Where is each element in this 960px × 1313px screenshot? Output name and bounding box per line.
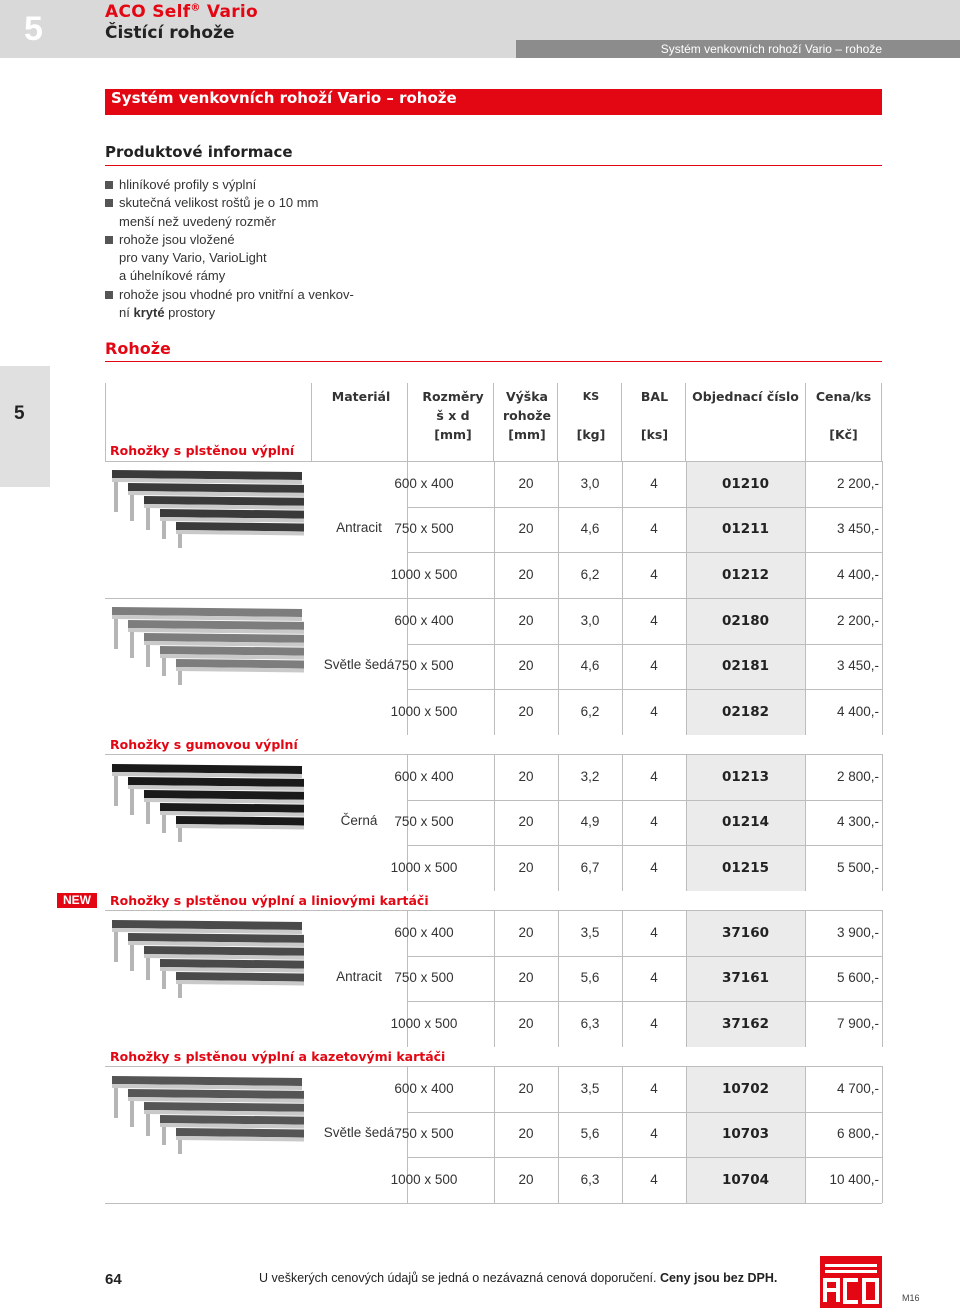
weight-cell: 3,0 — [580, 612, 600, 628]
column-divider — [882, 1066, 883, 1203]
height-cell: 20 — [518, 814, 534, 830]
package-cell: 4 — [650, 859, 658, 875]
order-number-cell: 10703 — [722, 1126, 769, 1143]
header-order-number: Objednací číslo — [692, 389, 799, 404]
header-height: Výška rohože [mm] — [503, 389, 551, 442]
package-cell: 4 — [650, 1080, 658, 1096]
price-cell: 2 800,- — [836, 768, 879, 784]
order-number-cell: 37160 — [722, 924, 769, 941]
weight-cell: 5,6 — [580, 1126, 600, 1142]
material-cell: Světle šedá — [323, 1125, 395, 1141]
header-ks: KS [kg] — [576, 390, 606, 442]
product-info-line: rohože jsou vložené — [105, 231, 375, 249]
size-cell: 750 x 500 — [394, 658, 454, 674]
mat-product-image — [112, 603, 304, 715]
weight-cell: 6,3 — [580, 1015, 600, 1031]
weight-cell: 6,2 — [580, 703, 600, 719]
height-cell: 20 — [518, 859, 534, 875]
row-divider — [407, 845, 882, 846]
package-cell: 4 — [650, 924, 658, 940]
height-cell: 20 — [518, 1171, 534, 1187]
price-cell: 3 450,- — [836, 521, 879, 537]
weight-cell: 6,2 — [580, 566, 600, 582]
size-cell: 600 x 400 — [394, 475, 454, 491]
column-divider — [311, 754, 312, 891]
row-divider — [407, 1001, 882, 1002]
weight-cell: 4,6 — [580, 521, 600, 537]
size-cell: 750 x 500 — [394, 970, 454, 986]
price-cell: 10 400,- — [829, 1171, 879, 1187]
page-number: 64 — [105, 1271, 122, 1288]
height-cell: 20 — [518, 703, 534, 719]
product-info-line: ní kryté prostory — [119, 305, 216, 321]
size-cell: 1000 x 500 — [390, 566, 458, 582]
column-divider — [311, 598, 312, 735]
product-info-list — [105, 176, 375, 322]
group-rule — [105, 1066, 882, 1067]
size-cell: 1000 x 500 — [390, 1171, 458, 1187]
order-number-cell: 10704 — [722, 1171, 769, 1188]
material-cell: Černá — [340, 813, 378, 829]
category-label: Rohožky s plstěnou výplní a kazetovými kartáči — [110, 1049, 446, 1064]
weight-cell: 3,5 — [580, 1080, 600, 1096]
product-info-line: skutečná velikost roštů je o 10 mm — [105, 194, 375, 212]
new-badge: NEW — [57, 893, 97, 908]
weight-cell: 6,7 — [580, 859, 600, 875]
mat-product-image — [112, 916, 304, 1028]
package-cell: 4 — [650, 475, 658, 491]
weight-cell: 5,6 — [580, 970, 600, 986]
product-info-rule — [105, 165, 882, 166]
chapter-number: 5 — [0, 0, 78, 58]
row-divider — [407, 552, 882, 553]
product-info-line: menší než uvedený rozměr — [119, 213, 276, 229]
height-cell: 20 — [518, 612, 534, 628]
mat-product-image — [112, 760, 304, 872]
height-cell: 20 — [518, 1126, 534, 1142]
row-divider — [407, 800, 882, 801]
aco-logo — [820, 1256, 882, 1308]
row-divider — [407, 956, 882, 957]
size-cell: 600 x 400 — [394, 1080, 454, 1096]
price-cell: 3 450,- — [836, 658, 879, 674]
package-cell: 4 — [650, 1015, 658, 1031]
page-subtitle: Čistící rohože — [105, 23, 235, 43]
order-number-cell: 37161 — [722, 970, 769, 987]
size-cell: 1000 x 500 — [390, 1015, 458, 1031]
height-cell: 20 — [518, 1015, 534, 1031]
size-cell: 600 x 400 — [394, 612, 454, 628]
column-divider — [882, 598, 883, 735]
row-divider — [105, 735, 882, 736]
package-cell: 4 — [650, 566, 658, 582]
material-cell: Antracit — [336, 520, 382, 536]
package-cell: 4 — [650, 1171, 658, 1187]
size-cell: 750 x 500 — [394, 521, 454, 537]
weight-cell: 3,2 — [580, 768, 600, 784]
order-number-cell: 01214 — [722, 814, 769, 831]
mat-product-image — [112, 1072, 304, 1184]
order-number-cell: 01212 — [722, 566, 769, 583]
weight-cell: 4,6 — [580, 658, 600, 674]
order-number-cell: 01211 — [722, 521, 769, 538]
section-title: Systém venkovních rohoží Vario – rohože — [111, 89, 457, 107]
price-cell: 4 400,- — [836, 566, 879, 582]
size-cell: 750 x 500 — [394, 814, 454, 830]
row-divider — [407, 1157, 882, 1158]
product-info-title: Produktové informace — [105, 143, 293, 161]
order-number-cell: 02182 — [722, 703, 769, 720]
height-cell: 20 — [518, 970, 534, 986]
rohoze-title: Rohože — [105, 339, 171, 358]
side-tab-number: 5 — [14, 403, 25, 424]
package-cell: 4 — [650, 970, 658, 986]
size-cell: 600 x 400 — [394, 924, 454, 940]
aco-logo-icon — [820, 1256, 882, 1308]
package-cell: 4 — [650, 703, 658, 719]
row-divider — [407, 689, 882, 690]
product-info-line: a úhelníkové rámy — [119, 268, 226, 284]
product-info-line: rohože jsou vhodné pro vnitřní a venkov- — [105, 286, 375, 304]
height-cell: 20 — [518, 475, 534, 491]
price-cell: 3 900,- — [836, 924, 879, 940]
column-divider — [311, 461, 312, 598]
row-divider — [407, 644, 882, 645]
product-info-line: pro vany Vario, VarioLight — [119, 250, 267, 266]
header-price: Cena/ks [Kč] — [815, 389, 872, 442]
row-divider — [105, 1047, 882, 1048]
material-cell: Světle šedá — [323, 657, 395, 673]
category-label: Rohožky s plstěnou výplní — [110, 443, 295, 458]
order-number-cell: 10702 — [722, 1080, 769, 1097]
height-cell: 20 — [518, 658, 534, 674]
column-divider — [882, 910, 883, 1047]
price-cell: 5 600,- — [836, 970, 879, 986]
weight-cell: 4,9 — [580, 814, 600, 830]
price-cell: 5 500,- — [836, 859, 879, 875]
footer-note: U veškerých cenových údajů se jedná o nezávazná cenová doporučení. Ceny jsou bez DPH. — [259, 1271, 778, 1285]
group-rule — [105, 754, 882, 755]
column-divider — [311, 1066, 312, 1203]
header-material: Materiál — [331, 389, 391, 404]
row-divider — [407, 1112, 882, 1113]
package-cell: 4 — [650, 658, 658, 674]
price-cell: 4 700,- — [836, 1080, 879, 1096]
size-cell: 1000 x 500 — [390, 703, 458, 719]
size-cell: 750 x 500 — [394, 1126, 454, 1142]
package-cell: 4 — [650, 612, 658, 628]
row-divider — [407, 507, 882, 508]
price-cell: 4 400,- — [836, 703, 879, 719]
table-top-rule — [407, 461, 882, 462]
order-number-cell: 02180 — [722, 612, 769, 629]
row-divider — [105, 1203, 882, 1204]
height-cell: 20 — [518, 1080, 534, 1096]
height-cell: 20 — [518, 924, 534, 940]
header-bal: BAL [ks] — [640, 389, 669, 442]
header-size: Rozměry š x d [mm] — [422, 389, 484, 442]
height-cell: 20 — [518, 768, 534, 784]
side-tab — [0, 366, 50, 487]
price-cell: 6 800,- — [836, 1126, 879, 1142]
product-info-line: hliníkové profily s výplní — [105, 176, 375, 194]
column-divider — [882, 461, 883, 598]
price-cell: 2 200,- — [836, 475, 879, 491]
weight-cell: 3,5 — [580, 924, 600, 940]
size-cell: 1000 x 500 — [390, 859, 458, 875]
weight-cell: 3,0 — [580, 475, 600, 491]
order-number-cell: 02181 — [722, 658, 769, 675]
category-label: Rohožky s gumovou výplní — [110, 737, 298, 752]
package-cell: 4 — [650, 1126, 658, 1142]
price-cell: 4 300,- — [836, 814, 879, 830]
order-number-cell: 01210 — [722, 475, 769, 492]
material-cell: Antracit — [336, 969, 382, 985]
mat-product-image — [112, 466, 304, 578]
column-divider — [311, 910, 312, 1047]
header-strip-text: Systém venkovních rohoží Vario – rohože — [660, 42, 882, 56]
order-number-cell: 37162 — [722, 1015, 769, 1032]
column-divider — [882, 754, 883, 891]
row-divider — [105, 891, 882, 892]
size-cell: 600 x 400 — [394, 768, 454, 784]
package-cell: 4 — [650, 521, 658, 537]
order-number-cell: 01213 — [722, 768, 769, 785]
footer-code: M16 — [902, 1293, 920, 1303]
package-cell: 4 — [650, 814, 658, 830]
height-cell: 20 — [518, 521, 534, 537]
rohoze-rule — [105, 361, 882, 362]
price-cell: 7 900,- — [836, 1015, 879, 1031]
group-rule — [105, 598, 882, 599]
group-rule — [105, 910, 882, 911]
height-cell: 20 — [518, 566, 534, 582]
price-cell: 2 200,- — [836, 612, 879, 628]
category-label: Rohožky s plstěnou výplní a liniovými kartáči — [110, 893, 429, 908]
weight-cell: 6,3 — [580, 1171, 600, 1187]
order-number-cell: 01215 — [722, 859, 769, 876]
package-cell: 4 — [650, 768, 658, 784]
brand-title: ACO Self® Vario — [105, 2, 259, 22]
